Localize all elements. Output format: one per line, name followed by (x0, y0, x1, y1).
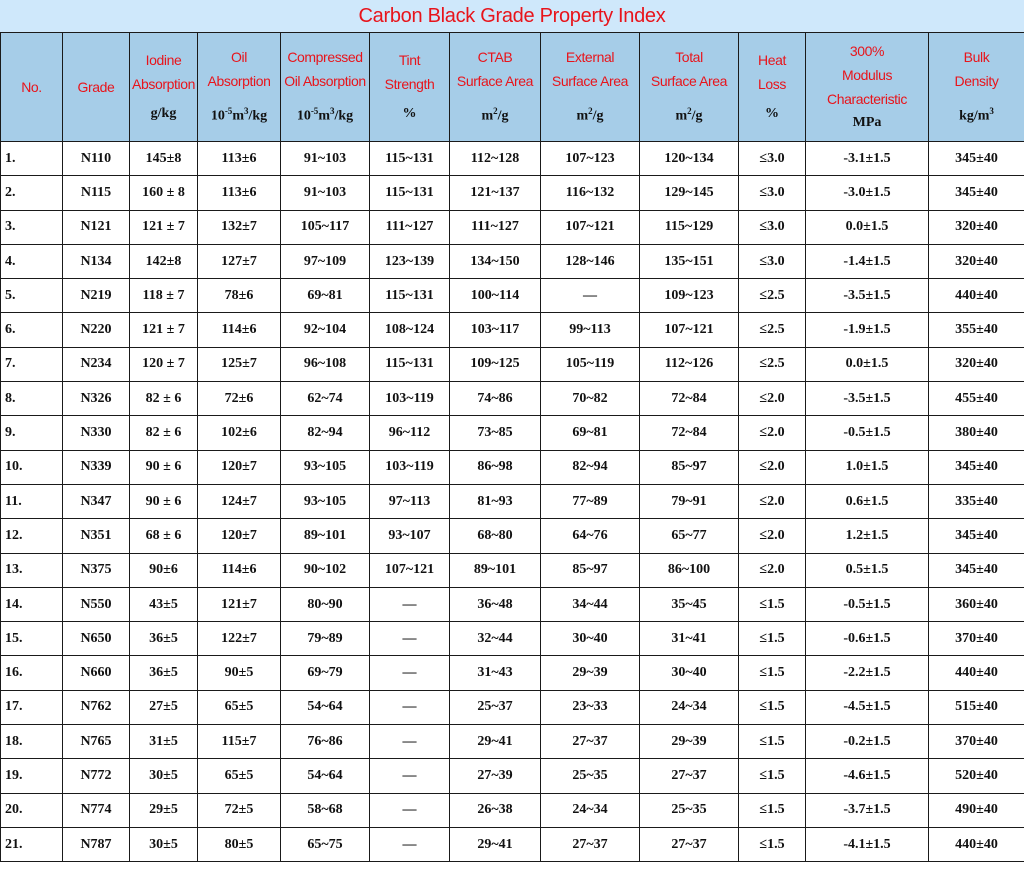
cell-bulk-density: 320±40 (929, 347, 1024, 381)
cell-iodine: 160 ± 8 (130, 176, 198, 210)
cell-iodine: 29±5 (130, 793, 198, 827)
cell-compressed-oil: 76~86 (281, 725, 370, 759)
cell-total: 24~34 (640, 690, 739, 724)
cell-tint: 93~107 (370, 519, 450, 553)
col-header-bulk-density: Bulk Density $kg/m^3$ (929, 33, 1024, 142)
table-row (1, 587, 1024, 621)
cell-tint: — (370, 587, 450, 621)
cell-heat-loss: ≤3.0 (739, 210, 806, 244)
col-header-grade: Grade (63, 33, 130, 142)
cell-bulk-density: 345±40 (929, 553, 1024, 587)
cell-compressed-oil: 65~75 (281, 827, 370, 861)
cell-compressed-oil: 91~103 (281, 176, 370, 210)
cell-oil: 102±6 (198, 416, 281, 450)
cell-compressed-oil: 54~64 (281, 690, 370, 724)
cell-external: 25~35 (541, 759, 640, 793)
cell-ctab: 121~137 (450, 176, 541, 210)
cell-compressed-oil: 97~109 (281, 244, 370, 278)
cell-modulus: -3.5±1.5 (806, 382, 929, 416)
cell-total: 107~121 (640, 313, 739, 347)
cell-tint: 103~119 (370, 450, 450, 484)
cell-grade: N330 (63, 416, 130, 450)
cell-tint: — (370, 827, 450, 861)
cell-no: 17. (1, 690, 63, 724)
cell-external: 105~119 (541, 347, 640, 381)
cell-external: 29~39 (541, 656, 640, 690)
cell-heat-loss: ≤2.0 (739, 416, 806, 450)
cell-no: 18. (1, 725, 63, 759)
cell-grade: N550 (63, 587, 130, 621)
cell-no: 3. (1, 210, 63, 244)
table-row (1, 450, 1024, 484)
cell-total: 27~37 (640, 759, 739, 793)
cell-bulk-density: 345±40 (929, 142, 1024, 176)
cell-total: 72~84 (640, 416, 739, 450)
cell-modulus: -3.0±1.5 (806, 176, 929, 210)
cell-bulk-density: 335±40 (929, 484, 1024, 518)
cell-oil: 65±5 (198, 759, 281, 793)
cell-iodine: 90 ± 6 (130, 484, 198, 518)
cell-no: 20. (1, 793, 63, 827)
cell-grade: N660 (63, 656, 130, 690)
cell-modulus: -0.6±1.5 (806, 622, 929, 656)
cell-heat-loss: ≤2.0 (739, 450, 806, 484)
cell-total: 120~134 (640, 142, 739, 176)
cell-heat-loss: ≤2.5 (739, 347, 806, 381)
cell-modulus: 0.6±1.5 (806, 484, 929, 518)
cell-total: 30~40 (640, 656, 739, 690)
table-row (1, 279, 1024, 313)
table-row (1, 759, 1024, 793)
cell-bulk-density: 345±40 (929, 450, 1024, 484)
table-row (1, 382, 1024, 416)
cell-tint: 96~112 (370, 416, 450, 450)
cell-heat-loss: ≤1.5 (739, 725, 806, 759)
table-row (1, 656, 1024, 690)
cell-compressed-oil: 96~108 (281, 347, 370, 381)
cell-bulk-density: 440±40 (929, 279, 1024, 313)
col-header-external: External Surface Area $m^2/g$ (541, 33, 640, 142)
cell-heat-loss: ≤1.5 (739, 759, 806, 793)
cell-grade: N220 (63, 313, 130, 347)
cell-no: 4. (1, 244, 63, 278)
cell-ctab: 31~43 (450, 656, 541, 690)
cell-grade: N121 (63, 210, 130, 244)
cell-oil: 80±5 (198, 827, 281, 861)
cell-ctab: 134~150 (450, 244, 541, 278)
cell-grade: N347 (63, 484, 130, 518)
cell-iodine: 36±5 (130, 656, 198, 690)
cell-iodine: 31±5 (130, 725, 198, 759)
cell-no: 16. (1, 656, 63, 690)
cell-heat-loss: ≤1.5 (739, 656, 806, 690)
cell-grade: N765 (63, 725, 130, 759)
cell-no: 6. (1, 313, 63, 347)
cell-compressed-oil: 93~105 (281, 450, 370, 484)
cell-external: 116~132 (541, 176, 640, 210)
cell-oil: 114±6 (198, 313, 281, 347)
cell-external: 69~81 (541, 416, 640, 450)
table-row (1, 690, 1024, 724)
cell-heat-loss: ≤1.5 (739, 587, 806, 621)
cell-total: 72~84 (640, 382, 739, 416)
cell-grade: N650 (63, 622, 130, 656)
cell-modulus: -1.4±1.5 (806, 244, 929, 278)
table-row (1, 142, 1024, 176)
cell-heat-loss: ≤1.5 (739, 622, 806, 656)
cell-iodine: 30±5 (130, 759, 198, 793)
cell-tint: 123~139 (370, 244, 450, 278)
col-header-ctab: CTAB Surface Area $m^2/g$ (450, 33, 541, 142)
cell-ctab: 109~125 (450, 347, 541, 381)
cell-total: 35~45 (640, 587, 739, 621)
table-row (1, 347, 1024, 381)
cell-total: 135~151 (640, 244, 739, 278)
cell-no: 21. (1, 827, 63, 861)
cell-oil: 114±6 (198, 553, 281, 587)
cell-no: 11. (1, 484, 63, 518)
cell-no: 5. (1, 279, 63, 313)
property-table (0, 32, 1024, 862)
cell-compressed-oil: 79~89 (281, 622, 370, 656)
cell-no: 10. (1, 450, 63, 484)
cell-compressed-oil: 62~74 (281, 382, 370, 416)
cell-ctab: 103~117 (450, 313, 541, 347)
cell-no: 9. (1, 416, 63, 450)
cell-total: 85~97 (640, 450, 739, 484)
cell-bulk-density: 360±40 (929, 587, 1024, 621)
cell-heat-loss: ≤2.0 (739, 484, 806, 518)
cell-no: 14. (1, 587, 63, 621)
cell-no: 7. (1, 347, 63, 381)
cell-total: 115~129 (640, 210, 739, 244)
cell-iodine: 121 ± 7 (130, 210, 198, 244)
table-row (1, 622, 1024, 656)
cell-oil: 121±7 (198, 587, 281, 621)
cell-modulus: 0.0±1.5 (806, 210, 929, 244)
cell-oil: 72±6 (198, 382, 281, 416)
cell-external: 30~40 (541, 622, 640, 656)
cell-total: 86~100 (640, 553, 739, 587)
cell-ctab: 26~38 (450, 793, 541, 827)
cell-compressed-oil: 58~68 (281, 793, 370, 827)
cell-iodine: 27±5 (130, 690, 198, 724)
cell-heat-loss: ≤3.0 (739, 176, 806, 210)
cell-tint: 115~131 (370, 347, 450, 381)
cell-oil: 113±6 (198, 142, 281, 176)
col-header-total: Total Surface Area $m^2/g$ (640, 33, 739, 142)
cell-modulus: -3.1±1.5 (806, 142, 929, 176)
cell-bulk-density: 440±40 (929, 656, 1024, 690)
cell-no: 19. (1, 759, 63, 793)
cell-ctab: 29~41 (450, 725, 541, 759)
cell-compressed-oil: 90~102 (281, 553, 370, 587)
cell-compressed-oil: 69~81 (281, 279, 370, 313)
cell-ctab: 73~85 (450, 416, 541, 450)
cell-grade: N772 (63, 759, 130, 793)
cell-ctab: 32~44 (450, 622, 541, 656)
cell-no: 12. (1, 519, 63, 553)
cell-modulus: -0.2±1.5 (806, 725, 929, 759)
cell-modulus: -0.5±1.5 (806, 416, 929, 450)
cell-heat-loss: ≤1.5 (739, 690, 806, 724)
col-header-heat-loss: Heat Loss % (739, 33, 806, 142)
cell-total: 112~126 (640, 347, 739, 381)
table-row (1, 176, 1024, 210)
cell-heat-loss: ≤3.0 (739, 142, 806, 176)
cell-compressed-oil: 80~90 (281, 587, 370, 621)
cell-total: 79~91 (640, 484, 739, 518)
cell-external: 23~33 (541, 690, 640, 724)
cell-ctab: 86~98 (450, 450, 541, 484)
cell-external: 107~121 (541, 210, 640, 244)
cell-heat-loss: ≤1.5 (739, 827, 806, 861)
cell-tint: — (370, 622, 450, 656)
cell-external: 128~146 (541, 244, 640, 278)
cell-oil: 124±7 (198, 484, 281, 518)
table-row (1, 725, 1024, 759)
cell-tint: — (370, 725, 450, 759)
cell-external: 27~37 (541, 725, 640, 759)
cell-oil: 120±7 (198, 450, 281, 484)
cell-modulus: -1.9±1.5 (806, 313, 929, 347)
cell-tint: 115~131 (370, 176, 450, 210)
cell-ctab: 89~101 (450, 553, 541, 587)
cell-iodine: 82 ± 6 (130, 416, 198, 450)
table-row (1, 244, 1024, 278)
header-row (1, 33, 1024, 142)
cell-grade: N375 (63, 553, 130, 587)
cell-grade: N234 (63, 347, 130, 381)
cell-oil: 127±7 (198, 244, 281, 278)
cell-heat-loss: ≤2.0 (739, 553, 806, 587)
cell-iodine: 145±8 (130, 142, 198, 176)
cell-bulk-density: 345±40 (929, 176, 1024, 210)
cell-ctab: 68~80 (450, 519, 541, 553)
cell-ctab: 27~39 (450, 759, 541, 793)
cell-total: 65~77 (640, 519, 739, 553)
cell-iodine: 90±6 (130, 553, 198, 587)
cell-oil: 65±5 (198, 690, 281, 724)
cell-bulk-density: 440±40 (929, 827, 1024, 861)
cell-total: 29~39 (640, 725, 739, 759)
cell-bulk-density: 355±40 (929, 313, 1024, 347)
col-header-iodine: Iodine Absorption g/kg (130, 33, 198, 142)
table-row (1, 210, 1024, 244)
table-row (1, 519, 1024, 553)
table-row (1, 827, 1024, 861)
cell-no: 13. (1, 553, 63, 587)
cell-iodine: 142±8 (130, 244, 198, 278)
cell-external: 82~94 (541, 450, 640, 484)
cell-no: 2. (1, 176, 63, 210)
cell-bulk-density: 370±40 (929, 725, 1024, 759)
cell-grade: N219 (63, 279, 130, 313)
cell-iodine: 118 ± 7 (130, 279, 198, 313)
cell-heat-loss: ≤2.0 (739, 382, 806, 416)
table-row (1, 313, 1024, 347)
cell-total: 31~41 (640, 622, 739, 656)
table-row (1, 793, 1024, 827)
page-title: Carbon Black Grade Property Index (0, 0, 1024, 32)
cell-total: 129~145 (640, 176, 739, 210)
cell-oil: 72±5 (198, 793, 281, 827)
cell-ctab: 36~48 (450, 587, 541, 621)
cell-grade: N774 (63, 793, 130, 827)
cell-tint: 103~119 (370, 382, 450, 416)
cell-ctab: 111~127 (450, 210, 541, 244)
cell-total: 109~123 (640, 279, 739, 313)
cell-modulus: -4.5±1.5 (806, 690, 929, 724)
cell-bulk-density: 520±40 (929, 759, 1024, 793)
cell-modulus: -3.7±1.5 (806, 793, 929, 827)
cell-bulk-density: 345±40 (929, 519, 1024, 553)
cell-oil: 78±6 (198, 279, 281, 313)
col-header-modulus: 300% Modulus Characteristic MPa (806, 33, 929, 142)
cell-modulus: -0.5±1.5 (806, 587, 929, 621)
cell-external: 34~44 (541, 587, 640, 621)
cell-ctab: 25~37 (450, 690, 541, 724)
cell-external: 85~97 (541, 553, 640, 587)
cell-heat-loss: ≤3.0 (739, 244, 806, 278)
cell-tint: 115~131 (370, 142, 450, 176)
cell-bulk-density: 455±40 (929, 382, 1024, 416)
cell-heat-loss: ≤2.5 (739, 279, 806, 313)
cell-ctab: 29~41 (450, 827, 541, 861)
cell-compressed-oil: 82~94 (281, 416, 370, 450)
cell-compressed-oil: 91~103 (281, 142, 370, 176)
cell-compressed-oil: 69~79 (281, 656, 370, 690)
cell-external: 64~76 (541, 519, 640, 553)
cell-compressed-oil: 105~117 (281, 210, 370, 244)
cell-compressed-oil: 54~64 (281, 759, 370, 793)
cell-external: 107~123 (541, 142, 640, 176)
cell-external: 99~113 (541, 313, 640, 347)
cell-compressed-oil: 89~101 (281, 519, 370, 553)
cell-external: 27~37 (541, 827, 640, 861)
cell-bulk-density: 515±40 (929, 690, 1024, 724)
table-row (1, 416, 1024, 450)
cell-oil: 122±7 (198, 622, 281, 656)
cell-external: 70~82 (541, 382, 640, 416)
cell-bulk-density: 320±40 (929, 210, 1024, 244)
cell-tint: — (370, 759, 450, 793)
col-header-oil: Oil Absorption $10^{-5}m^3/kg$ (198, 33, 281, 142)
cell-iodine: 120 ± 7 (130, 347, 198, 381)
col-header-compressed-oil: Compressed Oil Absorption $10^{-5}m^3/kg$ (281, 33, 370, 142)
table-row (1, 484, 1024, 518)
cell-tint: 108~124 (370, 313, 450, 347)
cell-modulus: 0.5±1.5 (806, 553, 929, 587)
cell-total: 25~35 (640, 793, 739, 827)
cell-iodine: 90 ± 6 (130, 450, 198, 484)
cell-bulk-density: 490±40 (929, 793, 1024, 827)
table-body (1, 142, 1024, 862)
cell-iodine: 82 ± 6 (130, 382, 198, 416)
cell-tint: — (370, 656, 450, 690)
cell-modulus: 1.2±1.5 (806, 519, 929, 553)
cell-oil: 90±5 (198, 656, 281, 690)
cell-tint: 97~113 (370, 484, 450, 518)
cell-modulus: -3.5±1.5 (806, 279, 929, 313)
cell-no: 1. (1, 142, 63, 176)
cell-grade: N762 (63, 690, 130, 724)
cell-ctab: 100~114 (450, 279, 541, 313)
cell-tint: — (370, 690, 450, 724)
cell-iodine: 30±5 (130, 827, 198, 861)
cell-heat-loss: ≤1.5 (739, 793, 806, 827)
cell-iodine: 43±5 (130, 587, 198, 621)
cell-modulus: -2.2±1.5 (806, 656, 929, 690)
cell-grade: N110 (63, 142, 130, 176)
cell-bulk-density: 320±40 (929, 244, 1024, 278)
cell-total: 27~37 (640, 827, 739, 861)
cell-grade: N115 (63, 176, 130, 210)
cell-bulk-density: 370±40 (929, 622, 1024, 656)
cell-grade: N351 (63, 519, 130, 553)
cell-grade: N326 (63, 382, 130, 416)
cell-iodine: 36±5 (130, 622, 198, 656)
cell-external: — (541, 279, 640, 313)
cell-heat-loss: ≤2.0 (739, 519, 806, 553)
cell-no: 15. (1, 622, 63, 656)
cell-external: 77~89 (541, 484, 640, 518)
cell-oil: 113±6 (198, 176, 281, 210)
cell-iodine: 68 ± 6 (130, 519, 198, 553)
cell-tint: 107~121 (370, 553, 450, 587)
cell-oil: 125±7 (198, 347, 281, 381)
cell-compressed-oil: 92~104 (281, 313, 370, 347)
cell-iodine: 121 ± 7 (130, 313, 198, 347)
cell-compressed-oil: 93~105 (281, 484, 370, 518)
cell-modulus: 1.0±1.5 (806, 450, 929, 484)
cell-oil: 115±7 (198, 725, 281, 759)
cell-modulus: -4.1±1.5 (806, 827, 929, 861)
cell-external: 24~34 (541, 793, 640, 827)
cell-oil: 120±7 (198, 519, 281, 553)
cell-modulus: -4.6±1.5 (806, 759, 929, 793)
cell-oil: 132±7 (198, 210, 281, 244)
cell-tint: — (370, 793, 450, 827)
cell-grade: N339 (63, 450, 130, 484)
col-header-tint: Tint Strength % (370, 33, 450, 142)
cell-grade: N134 (63, 244, 130, 278)
cell-no: 8. (1, 382, 63, 416)
cell-ctab: 74~86 (450, 382, 541, 416)
cell-grade: N787 (63, 827, 130, 861)
cell-tint: 115~131 (370, 279, 450, 313)
col-header-no: No. (1, 33, 63, 142)
cell-tint: 111~127 (370, 210, 450, 244)
cell-modulus: 0.0±1.5 (806, 347, 929, 381)
cell-ctab: 81~93 (450, 484, 541, 518)
cell-heat-loss: ≤2.5 (739, 313, 806, 347)
cell-bulk-density: 380±40 (929, 416, 1024, 450)
table-row (1, 553, 1024, 587)
cell-ctab: 112~128 (450, 142, 541, 176)
